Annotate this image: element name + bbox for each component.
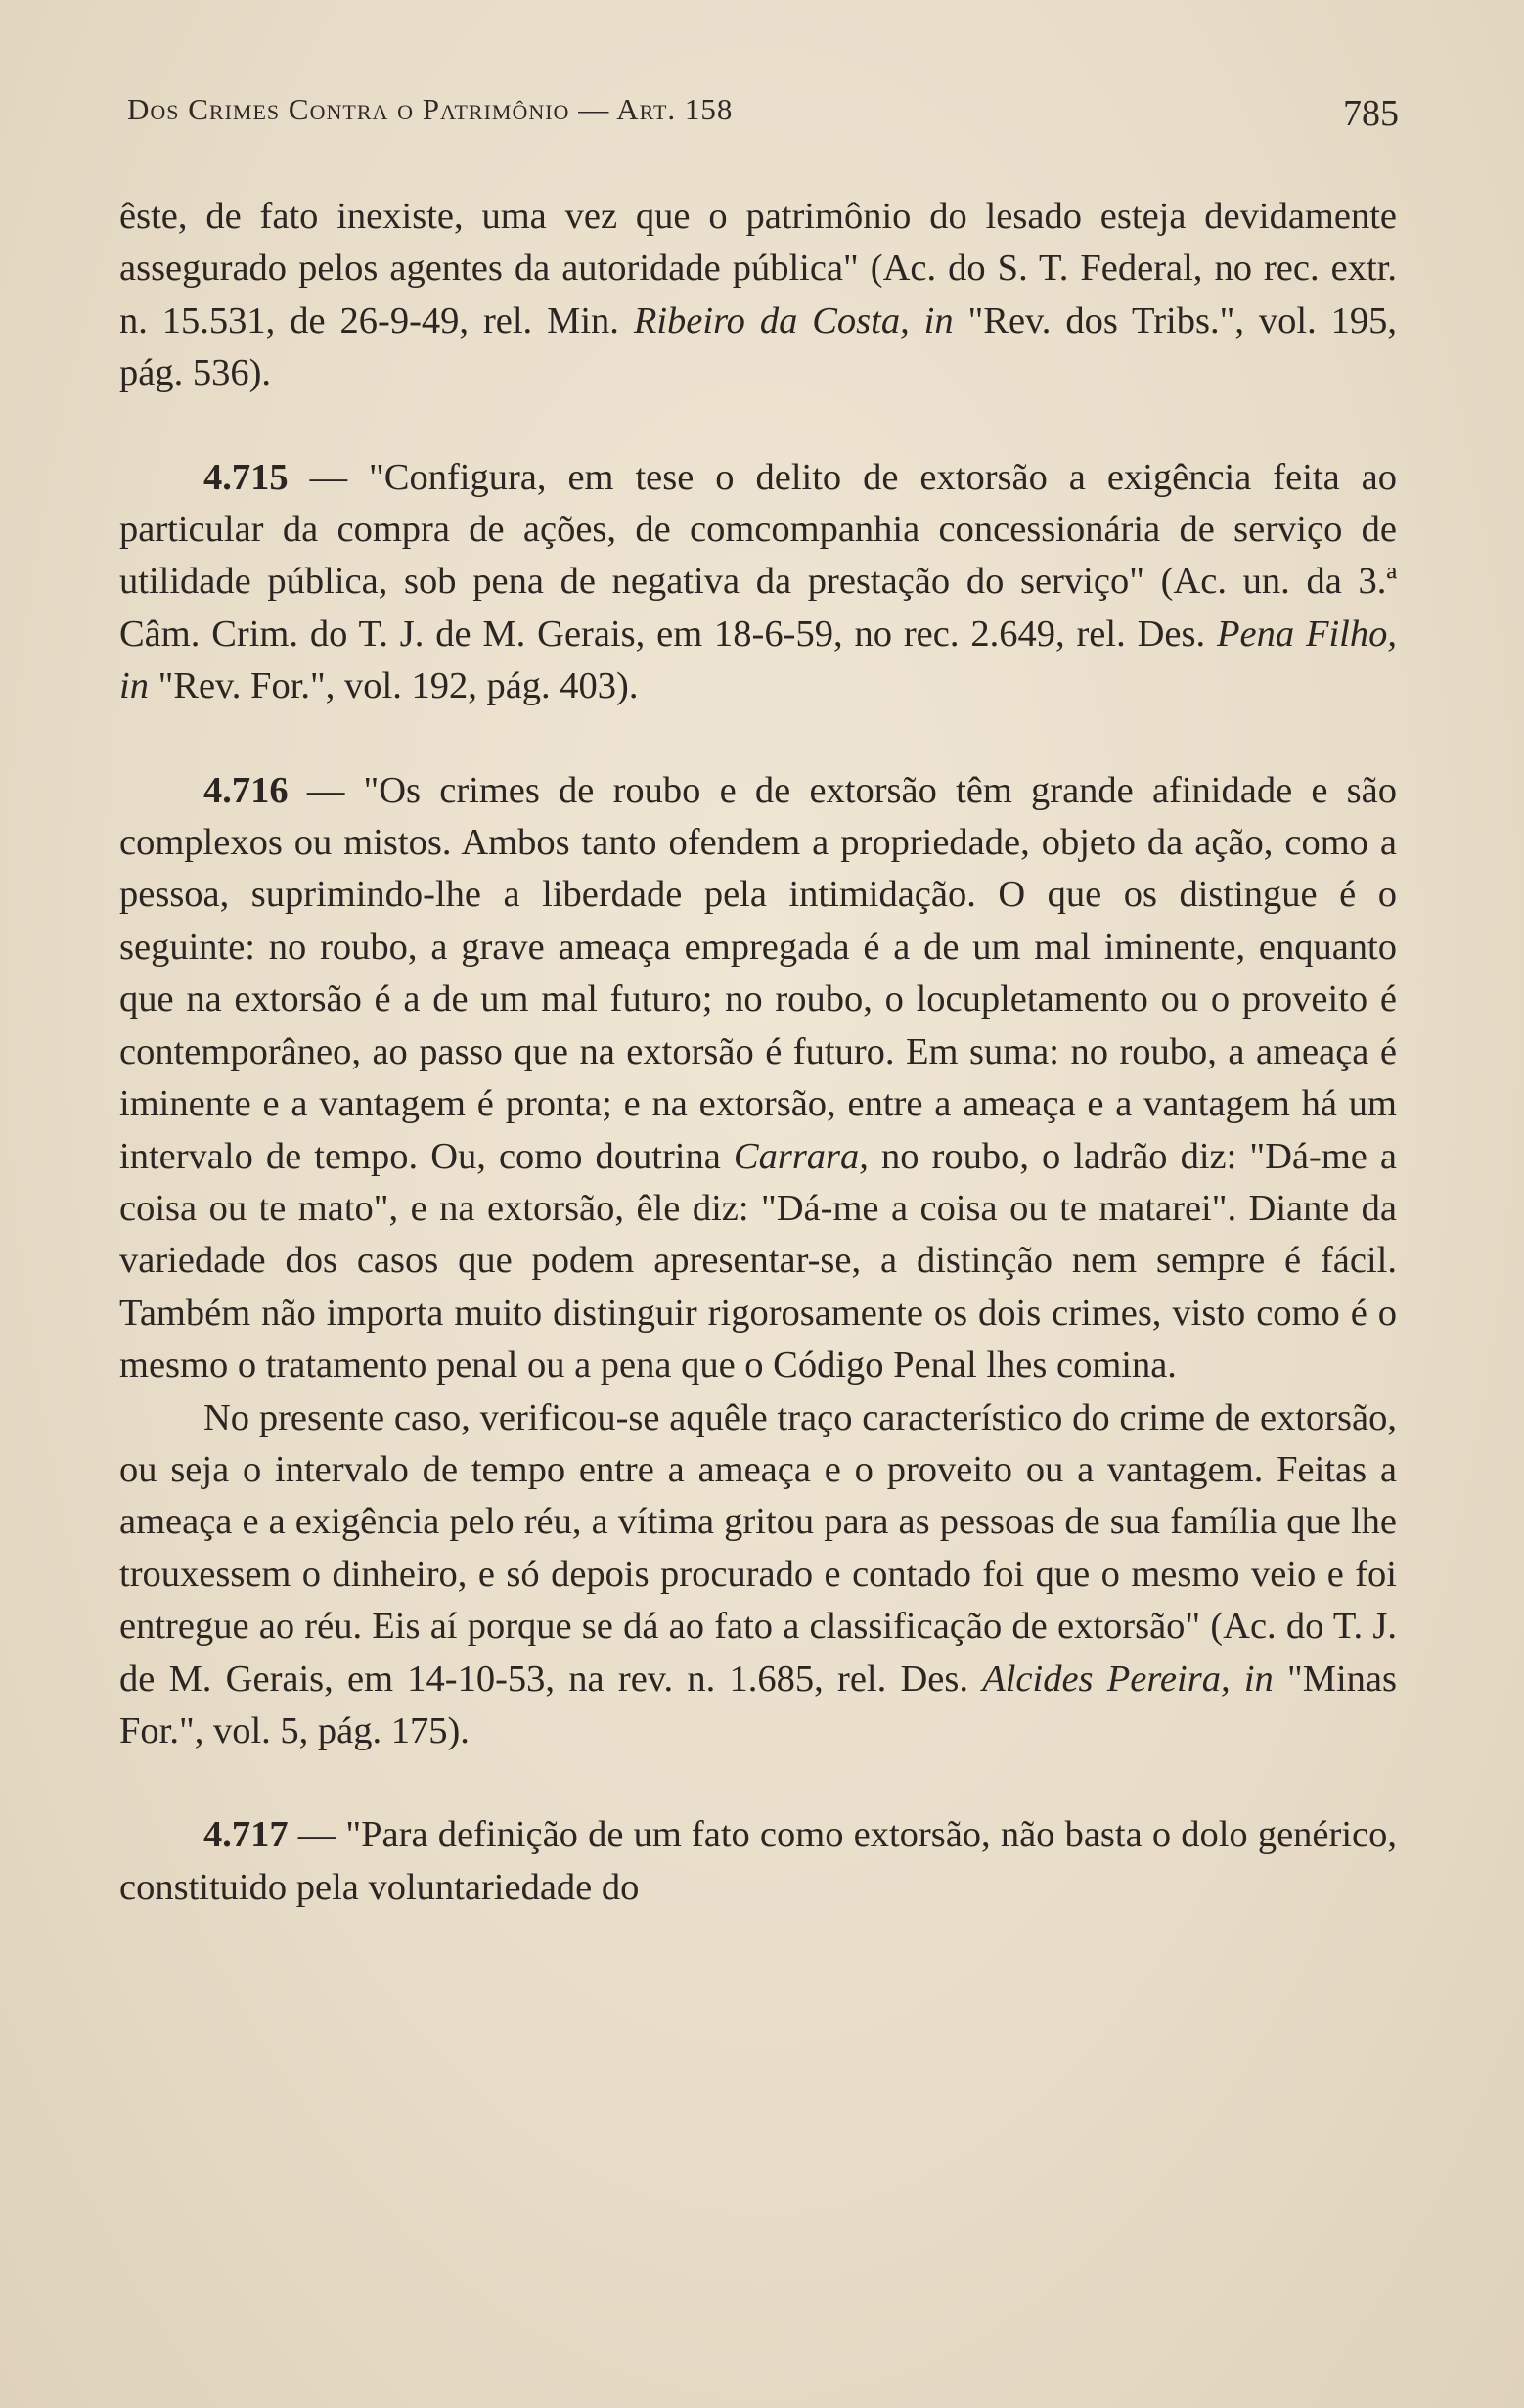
page-header <box>125 86 1399 135</box>
entry-number: 4.715 <box>203 456 289 498</box>
paragraph-text: — "Configura, em tese o delito de extorsão a exigência feita ao particular da compra de ações, de comcompanhia concessionária de serviço de utilidade pública, sob pena de negativa da prestação do serviço" (Ac. un. da 3.ª Câm. Crim. do T. J. de M. Gerais, em 18-6-59, no rec. 2.649, rel. Des. <box>119 456 1397 655</box>
page-number: 785 <box>1343 93 1399 134</box>
entry-number: 4.716 <box>203 769 289 811</box>
entry-4716-continued <box>119 1392 1397 1758</box>
paragraph-gap <box>119 400 1397 452</box>
page-body <box>119 191 1397 1914</box>
paragraph-text: "Rev. For.", vol. 192, pág. 403). <box>148 665 639 707</box>
paragraph-continuation <box>119 191 1397 400</box>
running-head: Dos Crimes Contra o Patrimônio — Art. 158 <box>127 92 734 126</box>
paragraph-text: — "Os crimes de roubo e de extorsão têm grande afinidade e são complexos ou mistos. Ambos tanto ofendem a propriedade, objeto da ação, como a pessoa, suprimindo-lhe a liberdade pela intimidação. O que os distingue é o seguinte: no roubo, a grave ameaça empregada é a de um mal iminente, enquanto que na extorsão é a de um mal futuro; no roubo, o locupletamento ou o proveito é contemporâneo, ao passo que na extorsão é futuro. Em suma: no roubo, a ameaça é iminente e a vantagem é pronta; e na extorsão, entre a ameaça e a vantagem há um intervalo de tempo. Ou, como doutrina <box>119 769 1397 1177</box>
paragraph-text: êste, de fato inexiste, uma vez que o patrimônio do lesado esteja devidamente assegurado pelos agentes da autoridade pública" (Ac. do S. T. Federal, no rec. extr. n. 15.531, de 26-9-49, rel. Min. <box>119 196 1397 341</box>
entry-4717 <box>119 1809 1397 1914</box>
entry-4716 <box>119 765 1397 1392</box>
paragraph-text: no roubo, o ladrão diz: "Dá-me a coisa ou te mato", e na extorsão, êle diz: "Dá-me a coisa ou te matarei". Diante da variedade dos casos que podem apresentar-se, a distinção nem sempre é fácil. Também não importa muito distinguir rigorosamente os dois crimes, visto como é o mesmo o tratamento penal ou a pena que o Código Penal lhes comina. <box>119 1135 1398 1386</box>
author-citation: Pena Filho, in <box>119 613 1397 707</box>
entry-4715 <box>119 452 1397 713</box>
paragraph-gap <box>119 713 1397 765</box>
paragraph-gap <box>119 1757 1397 1809</box>
paragraph-text: "Rev. dos Tribs.", vol. 195, pág. 536). <box>119 299 1397 394</box>
paragraph-text: — "Para definição de um fato como extorsão, não basta o dolo genérico, constituido pela voluntariedade do <box>119 1814 1397 1908</box>
author-citation: Alcides Pereira, in <box>982 1658 1274 1700</box>
author-citation: Carrara, <box>733 1135 869 1177</box>
author-citation: Ribeiro da Costa, in <box>633 299 954 341</box>
paragraph-text: No presente caso, verificou-se aquêle traço característico do crime de extorsão, ou seja o intervalo de tempo entre a ameaça e o proveito ou a vantagem. Feitas a ameaça e a exigência pelo réu, a vítima gritou para as pessoas de sua família que lhe trouxessem o dinheiro, e só depois procurado e contado foi que o mesmo veio e foi entregue ao réu. Eis aí porque se dá ao fato a classificação de extorsão" (Ac. do T. J. de M. Gerais, em 14-10-53, na rev. n. 1.685, rel. Des. <box>119 1396 1397 1700</box>
paragraph-text: "Minas For.", vol. 5, pág. 175). <box>119 1658 1397 1751</box>
entry-number: 4.717 <box>203 1814 289 1856</box>
